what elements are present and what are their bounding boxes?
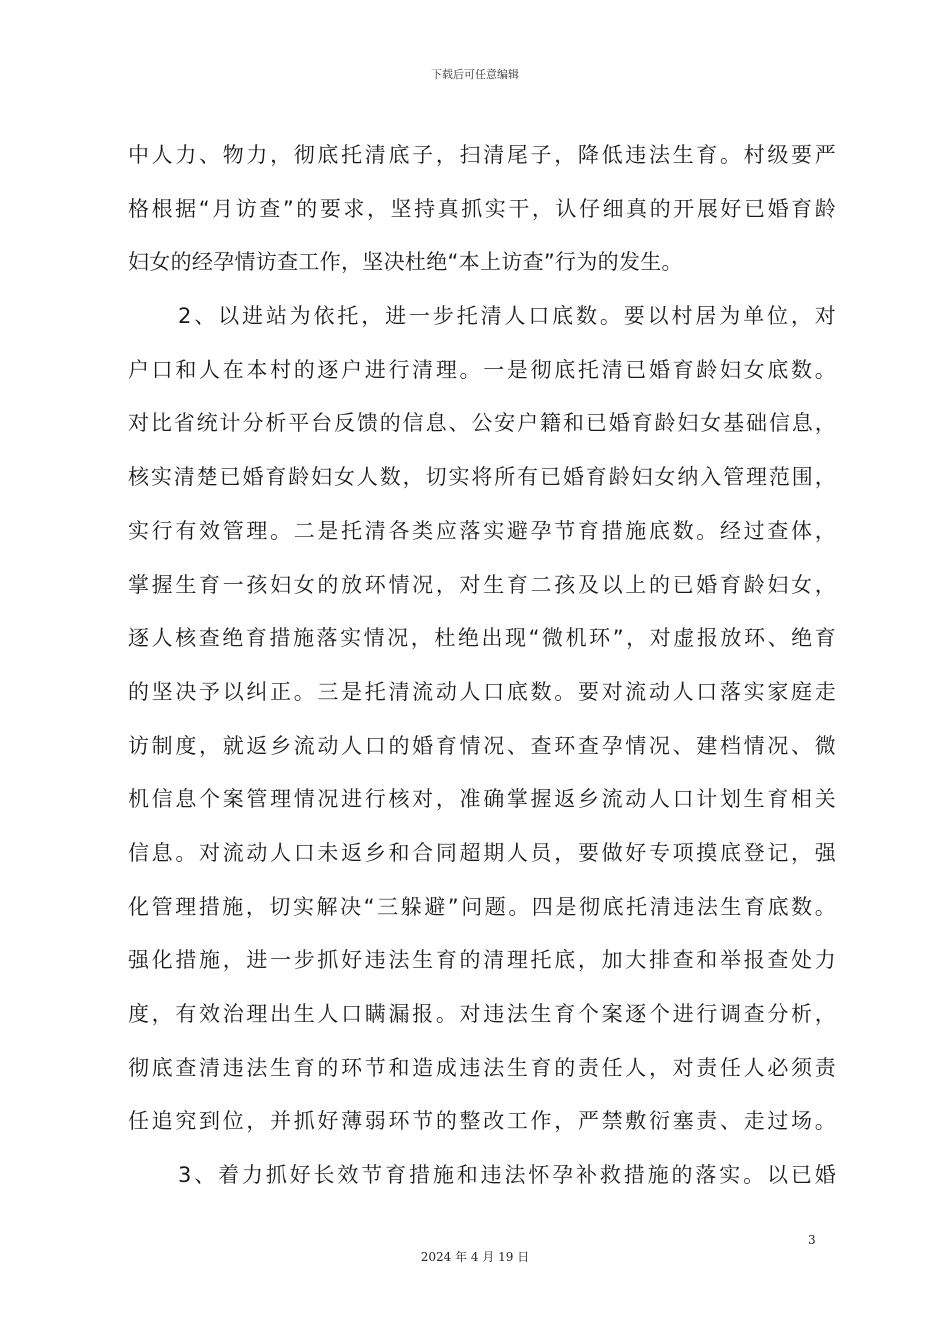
document-body — [128, 129, 836, 1203]
text-line: 对比省统计分析平台反馈的信息、公安户籍和已婚育龄妇女基础信息， — [128, 411, 836, 436]
text-line: 的坚决予以纠正。三是托清流动人口底数。要对流动人口落实家庭走 — [128, 679, 836, 704]
paragraph-start-line: 2、以进站为依托，进一步托清人口底数。要以村居为单位，对 — [178, 304, 836, 329]
text-line: 户口和人在本村的逐户进行清理。一是彻底托清已婚育龄妇女底数。 — [128, 357, 836, 382]
text-line: 逐人核查绝育措施落实情况，杜绝出现“微机环”，对虚报放环、绝育 — [128, 626, 836, 651]
text-line: 化管理措施，切实解决“三躲避”问题。四是彻底托清违法生育底数。 — [128, 894, 836, 919]
text-line: 访制度，就返乡流动人口的婚育情况、查环查孕情况、建档情况、微 — [128, 733, 836, 758]
paragraph-start-line: 3、着力抓好长效节育措施和违法怀孕补救措施的落实。以已婚 — [178, 1163, 836, 1188]
text-line: 实行有效管理。二是托清各类应落实避孕节育措施底数。经过查体， — [128, 518, 836, 543]
text-line: 强化措施，进一步抓好违法生育的清理托底，加大排查和举报查处力 — [128, 948, 836, 973]
text-line: 机信息个案管理情况进行核对，准确掌握返乡流动人口计划生育相关 — [128, 787, 836, 812]
text-line: 信息。对流动人口未返乡和合同超期人员，要做好专项摸底登记，强 — [128, 840, 836, 865]
text-line: 格根据“月访查”的要求，坚持真抓实干，认仔细真的开展好已婚育龄 — [128, 196, 836, 221]
text-line: 任追究到位，并抓好薄弱环节的整改工作，严禁敷衍塞责、走过场。 — [128, 1109, 836, 1134]
text-line: 核实清楚已婚育龄妇女人数，切实将所有已婚育龄妇女纳入管理范围， — [128, 465, 836, 490]
text-line: 妇女的经孕情访查工作，坚决杜绝“本上访查”行为的发生。 — [128, 250, 683, 275]
page-header: 下载后可任意编辑 — [431, 68, 519, 81]
page-number: 3 — [808, 1233, 816, 1247]
footer-date: 2024 年 4 月 19 日 — [420, 1250, 530, 1264]
text-line: 度，有效治理出生人口瞒漏报。对违法生育个案逐个进行调查分析， — [128, 1002, 836, 1026]
text-line: 掌握生育一孩妇女的放环情况，对生育二孩及以上的已婚育龄妇女， — [128, 572, 836, 597]
text-line: 彻底查清违法生育的环节和造成违法生育的责任人，对责任人必须责 — [128, 1055, 836, 1080]
text-line: 中人力、物力，彻底托清底子，扫清尾子，降低违法生育。村级要严 — [128, 143, 836, 167]
